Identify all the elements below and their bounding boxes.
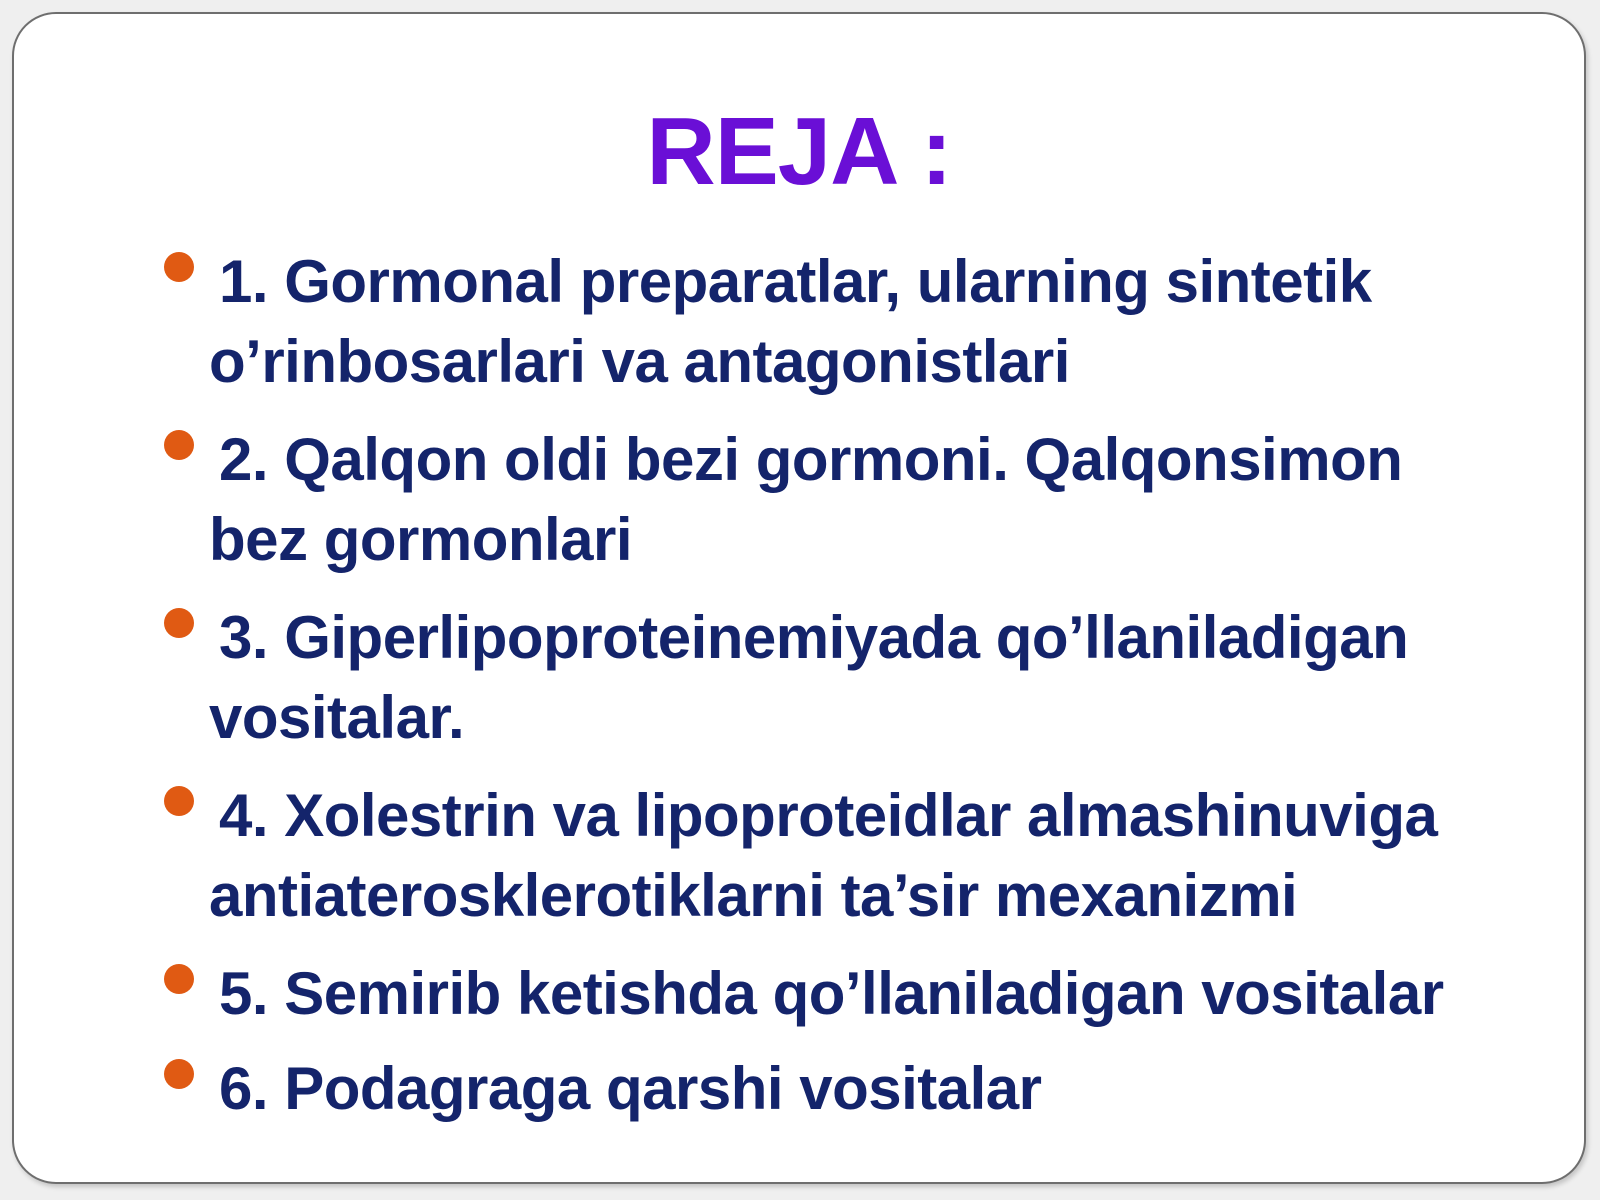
plan-item-6 <box>209 1049 1509 1129</box>
plan-item-number: 6. <box>219 1055 269 1122</box>
plan-item-text: Qalqon oldi bezi gormoni. Qalqonsimon bez gormonlari <box>209 426 1403 573</box>
slide <box>12 12 1586 1184</box>
plan-item-text: Gormonal preparatlar, ularning sintetik o’rinbosarlari va antagonistlari <box>209 248 1372 395</box>
plan-item-number: 4. <box>219 782 269 849</box>
plan-item-4 <box>209 776 1509 936</box>
bullet-icon <box>164 1059 194 1089</box>
plan-item-text: Semirib ketishda qo’llaniladigan vositalar <box>284 960 1444 1027</box>
plan-item-number: 3. <box>219 604 269 671</box>
plan-item-text: Podagraga qarshi vositalar <box>284 1055 1042 1122</box>
plan-item-3 <box>209 598 1509 758</box>
plan-item-2 <box>209 420 1509 580</box>
bullet-icon <box>164 964 194 994</box>
plan-item-5 <box>209 954 1509 1034</box>
plan-item-text: Xolestrin va lipoproteidlar almashinuviga antiaterosklerotiklarni ta’sir mexanizmi <box>209 782 1438 929</box>
plan-item-number: 1. <box>219 248 269 315</box>
slide-title: REJA : <box>646 98 952 205</box>
bullet-icon <box>164 430 194 460</box>
plan-item-number: 5. <box>219 960 269 1027</box>
plan-item-1 <box>209 242 1509 402</box>
bullet-icon <box>164 608 194 638</box>
plan-list <box>14 14 1584 1182</box>
plan-item-number: 2. <box>219 426 269 493</box>
bullet-icon <box>164 786 194 816</box>
bullet-icon <box>164 252 194 282</box>
plan-item-text: Giperlipoproteinemiyada qo’llaniladigan vositalar. <box>209 604 1409 751</box>
